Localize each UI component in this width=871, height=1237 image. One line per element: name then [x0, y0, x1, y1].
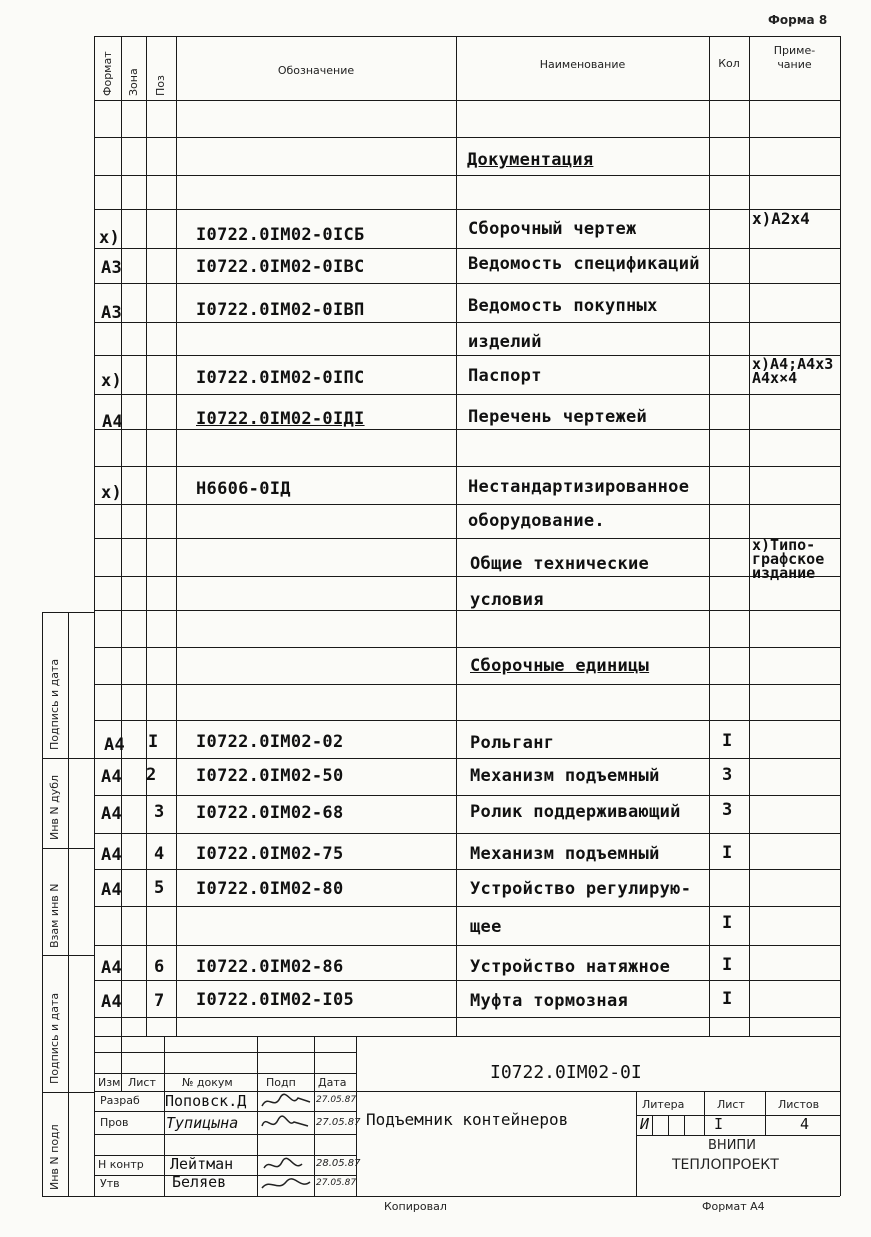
row-qty: I — [722, 913, 733, 933]
row-designation: I0722.0IM02-0IВС — [196, 257, 365, 277]
header-zone: Зона — [127, 68, 140, 96]
sign-date: 27.05.87 — [316, 1095, 357, 1105]
role-label: Утв — [100, 1177, 120, 1190]
row-format: A4 — [102, 412, 124, 432]
row-name: Рольганг — [470, 733, 555, 753]
org-name-line2: ТЕПЛОПРОЕКТ — [672, 1157, 779, 1173]
row-designation: I0722.0IM02-0IДI — [196, 409, 365, 429]
person-name: Лейтман — [170, 1155, 234, 1173]
row-name: Ролик поддерживающий — [470, 802, 681, 822]
row-format: x) — [101, 483, 123, 503]
frame-right — [840, 36, 841, 1196]
section-heading-assembly-units: Сборочные единицы — [470, 656, 650, 676]
side-label: Инв N дубл — [48, 774, 61, 840]
row-pos: 7 — [154, 991, 165, 1011]
org-name-line1: ВНИПИ — [708, 1138, 756, 1153]
row-note: x)A2x4 — [752, 209, 810, 228]
row-name: Перечень чертежей — [468, 407, 648, 427]
col-doc: № докум — [182, 1076, 233, 1089]
row-name: Устройство натяжное — [470, 957, 671, 977]
form-label: Форма 8 — [768, 13, 828, 27]
row-name: щее — [470, 917, 502, 937]
litera-value: И — [640, 1115, 650, 1133]
row-qty: I — [722, 843, 733, 863]
footer-copied: Копировал — [384, 1200, 447, 1213]
header-qty: Кол — [718, 57, 740, 70]
row-designation: H6606-0IД — [196, 479, 291, 499]
row-designation: I0722.0IM02-0IВП — [196, 300, 365, 320]
section-heading-documentation: Документация — [467, 150, 594, 170]
row-format: A4 — [101, 958, 123, 978]
row-name: условия — [470, 590, 544, 610]
row-format: A4 — [104, 735, 126, 755]
row-qty: 3 — [722, 765, 733, 785]
row-name: Механизм подъемный — [470, 766, 660, 786]
row-name: Муфта тормозная — [470, 991, 629, 1011]
role-label: Разраб — [100, 1094, 140, 1107]
row-designation: I0722.0IM02-86 — [196, 957, 344, 977]
row-format: x) — [101, 371, 123, 391]
person-name: Поповск.Д — [165, 1092, 247, 1110]
side-label: Инв N подл — [48, 1124, 61, 1190]
row-designation: I0722.0IM02-I05 — [196, 990, 355, 1010]
row-format: A4 — [101, 767, 123, 787]
frame-top — [94, 36, 840, 37]
row-pos: 4 — [154, 844, 165, 864]
row-name: Паспорт — [468, 366, 542, 386]
row-designation: I0722.0IM02-0IСБ — [196, 225, 365, 245]
row-format: A4 — [101, 804, 123, 824]
row-designation: I0722.0IM02-68 — [196, 803, 344, 823]
row-designation: I0722.0IM02-0IПС — [196, 368, 365, 388]
row-format: x) — [99, 228, 121, 248]
row-pos: 6 — [154, 957, 165, 977]
row-qty: I — [722, 989, 733, 1009]
row-name: оборудование. — [468, 511, 605, 531]
row-note: x)Типо- графское издание — [752, 536, 825, 582]
row-name: изделий — [468, 332, 542, 352]
col-list: Лист — [128, 1076, 156, 1089]
frame-left — [94, 36, 95, 1196]
row-format: A4 — [101, 880, 123, 900]
litera-label: Литера — [642, 1098, 685, 1111]
signature-drawing — [258, 1092, 314, 1196]
role-label: Пров — [100, 1116, 129, 1129]
document-title: Подъемник контейнеров — [366, 1110, 569, 1129]
row-name: Устройство регулирую- — [470, 879, 692, 899]
side-label: Подпись и дата — [48, 658, 61, 750]
row-format: A4 — [101, 992, 123, 1012]
header-note: Приме- чание — [773, 44, 816, 71]
col-izm: Изм — [98, 1076, 121, 1089]
row-format: A4 — [101, 845, 123, 865]
sign-date: 27.05.87 — [316, 1117, 361, 1128]
row-designation: I0722.0IM02-75 — [196, 844, 344, 864]
row-name: Ведомость спецификаций — [468, 254, 700, 274]
row-qty: I — [722, 731, 733, 751]
col-date: Дата — [318, 1076, 347, 1089]
row-note: x)A4;A4x3 A4x×4 — [752, 355, 834, 387]
sign-date: 28.05.87 — [316, 1158, 361, 1169]
row-name: Общие технические — [470, 554, 650, 574]
sheets-label: Листов — [778, 1098, 820, 1111]
row-format: A3 — [101, 303, 123, 323]
header-designation: Обозначение — [277, 64, 355, 77]
header-pos: Поз — [154, 75, 167, 96]
row-designation: I0722.0IM02-02 — [196, 732, 344, 752]
row-designation: I0722.0IM02-80 — [196, 879, 344, 899]
row-format: A3 — [101, 258, 123, 278]
header-name: Наименование — [539, 58, 626, 71]
side-label: Взам инв N — [48, 883, 61, 948]
side-label: Подпись и дата — [48, 992, 61, 1084]
row-designation: I0722.0IM02-50 — [196, 766, 344, 786]
sheets-value: 4 — [800, 1115, 810, 1133]
sheet-label: Лист — [717, 1098, 745, 1111]
row-name: Механизм подъемный — [470, 844, 660, 864]
frame-bottom — [42, 1196, 840, 1197]
row-pos: 3 — [154, 802, 165, 822]
row-pos: I — [148, 732, 159, 752]
row-name: Ведомость покупных — [468, 296, 658, 316]
row-qty: I — [722, 955, 733, 975]
role-label: Н контр — [98, 1158, 144, 1171]
sign-date: 27.05.87 — [316, 1178, 357, 1188]
sheet-value: I — [714, 1115, 724, 1133]
row-pos: 2 — [146, 765, 157, 785]
col-sign: Подп — [266, 1076, 296, 1089]
row-name: Нестандартизированное — [468, 477, 690, 497]
document-number: I0722.0IM02-0I — [490, 1062, 642, 1083]
footer-format: Формат А4 — [702, 1200, 765, 1213]
header-format: Формат — [101, 51, 114, 96]
row-qty: 3 — [722, 800, 733, 820]
row-pos: 5 — [154, 878, 165, 898]
person-name: Тупицына — [166, 1114, 239, 1132]
row-name: Сборочный чертеж — [468, 219, 637, 239]
person-name: Беляев — [172, 1173, 227, 1191]
